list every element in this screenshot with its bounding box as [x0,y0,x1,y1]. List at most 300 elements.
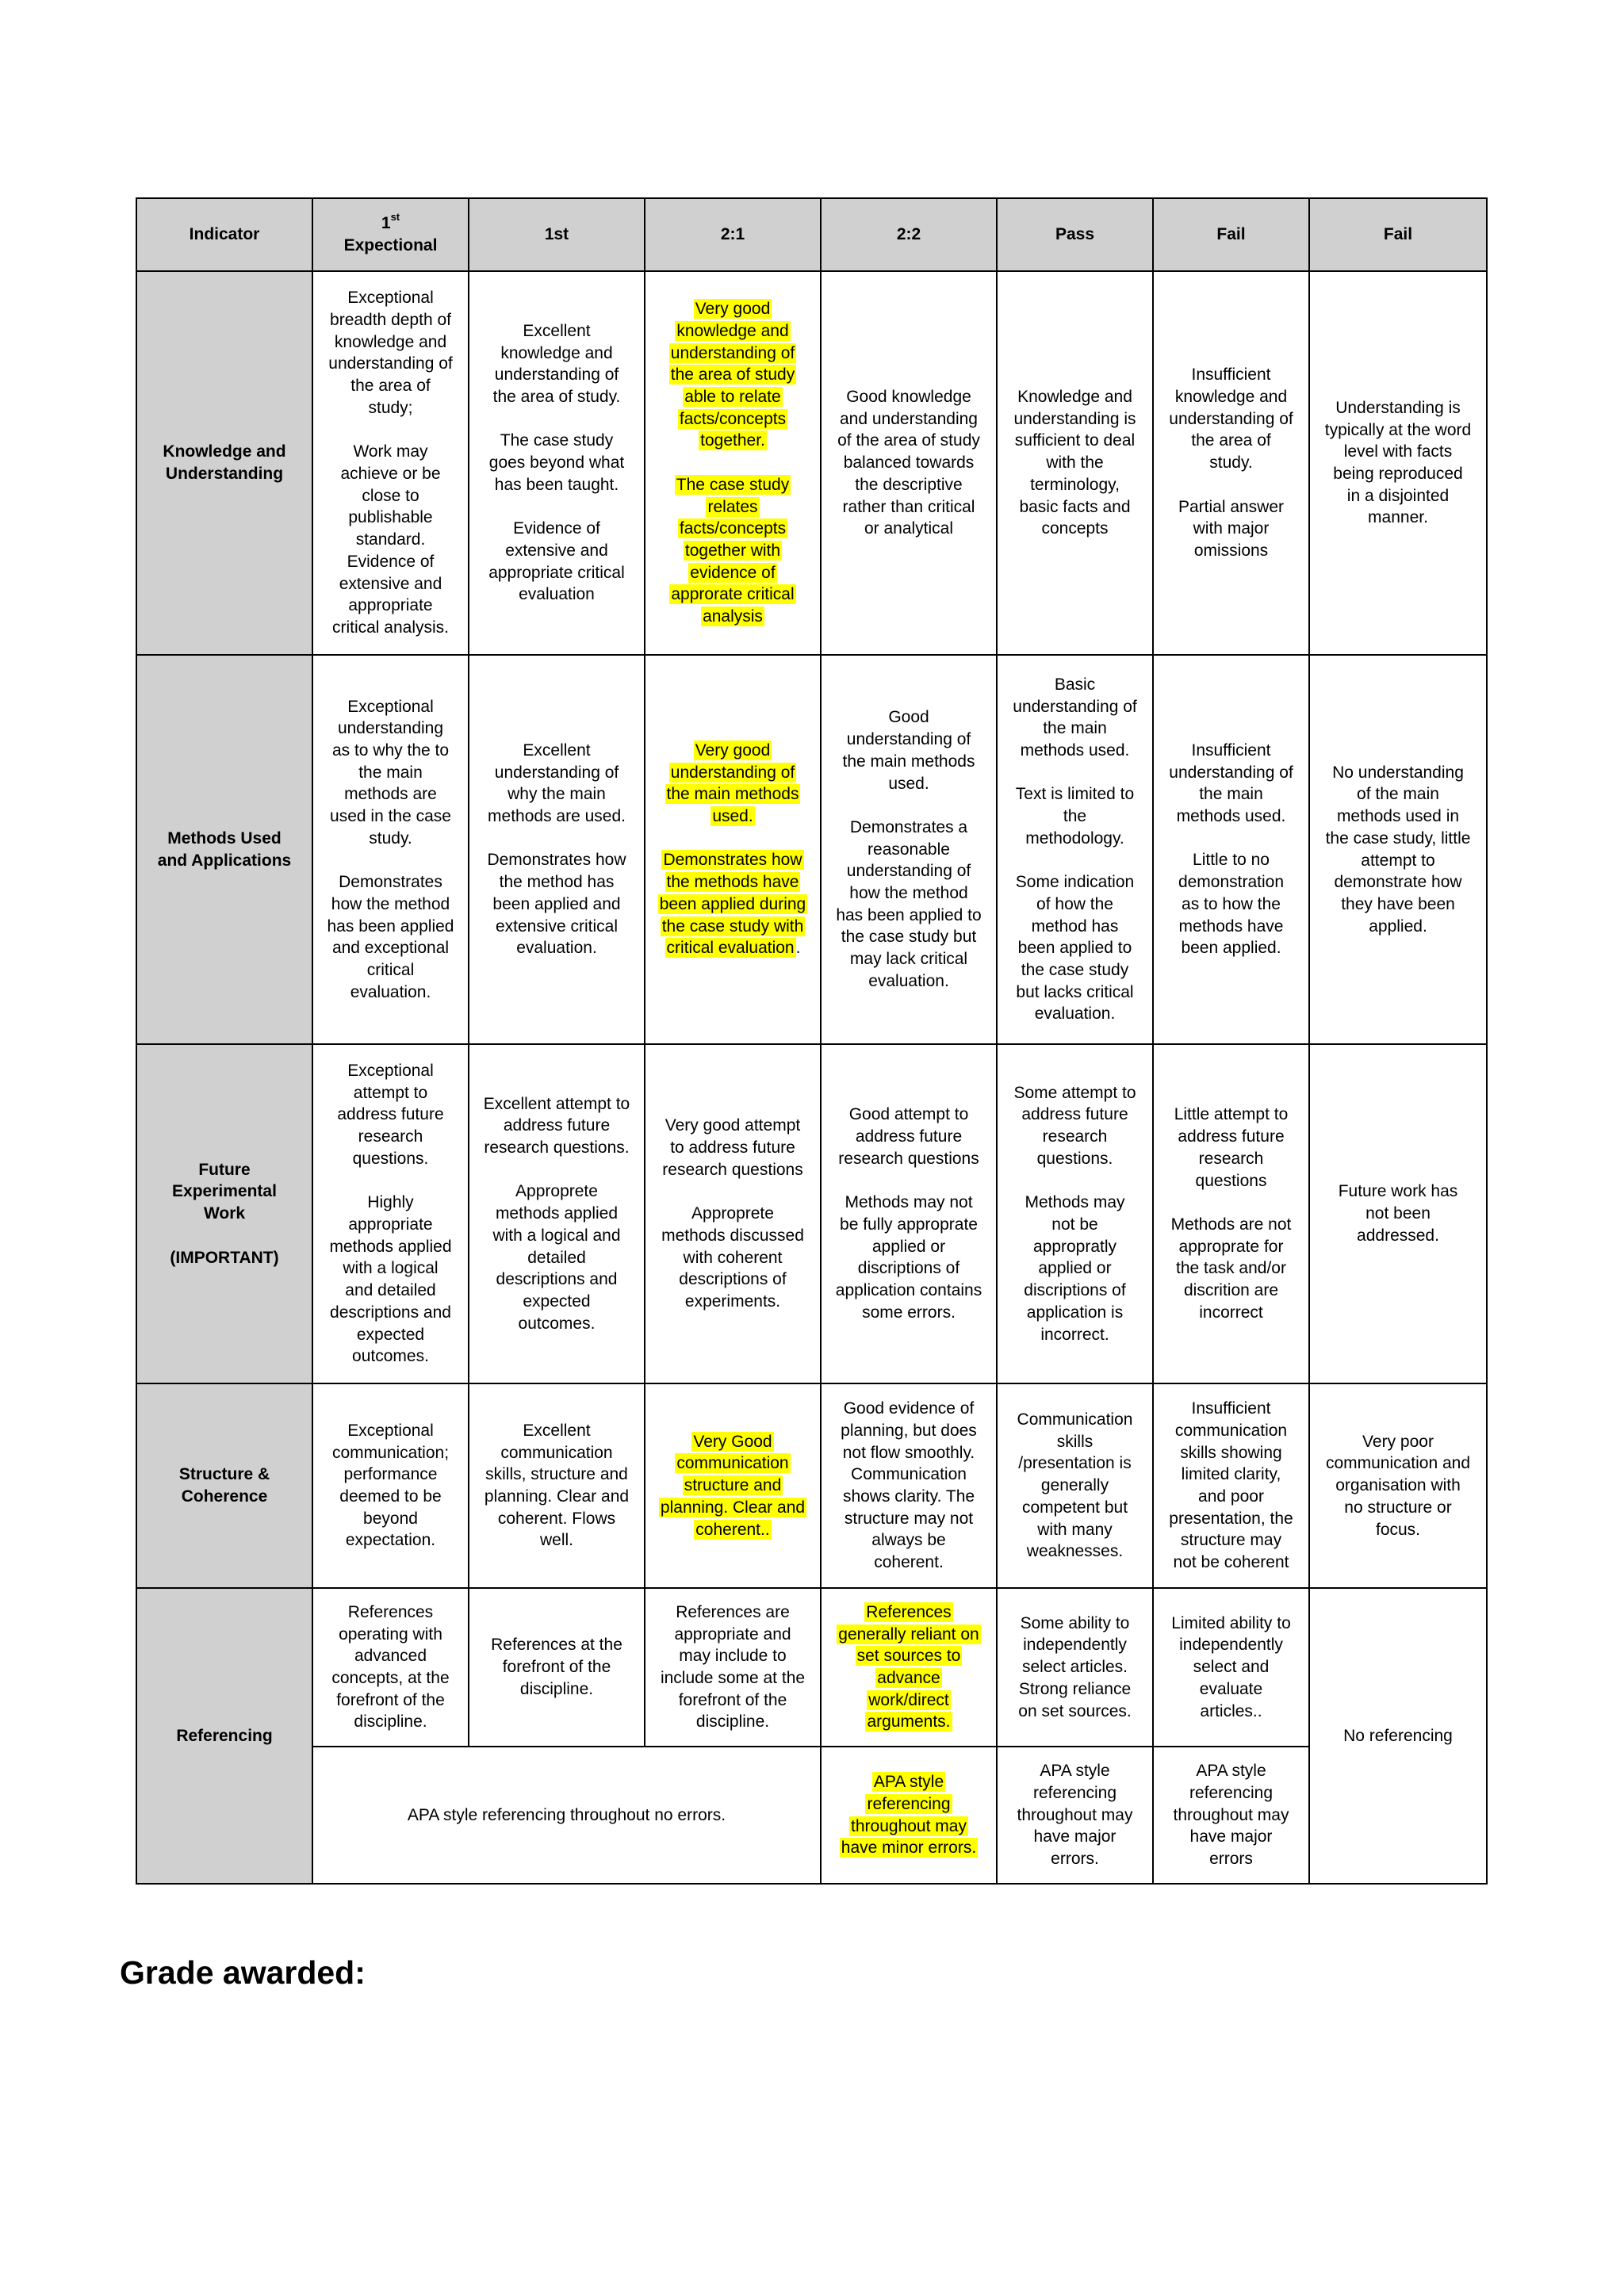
cell-text-line: the main methods [842,752,975,771]
cell-text-line: expected [523,1292,591,1311]
cell-text-line: forefront of the [502,1658,611,1677]
cell-text-line: the area of [1191,431,1271,450]
cell-text-line: extensive and [339,574,442,593]
cell-text-line: Future [198,1160,251,1179]
row-knowledge [136,271,1487,655]
row-apa-style [136,1747,1487,1884]
cell-text-line: methods applied [495,1204,619,1223]
cell-text-line: how the method [849,884,968,903]
cell-future-lower-second [821,1044,997,1383]
cell-text-line: Evidence of [513,519,600,538]
cell-text-line: used. [888,774,929,793]
cell-text-line: of the main [1357,785,1439,804]
cell-text-line: has been taught. [494,475,619,494]
cell-text-line: evaluate [1199,1679,1263,1698]
cell-structure-fail [1153,1383,1309,1588]
cell-text-line: goes beyond what [488,453,625,473]
cell-text-line: critical [366,961,415,979]
cell-text-line: able to relate [684,388,781,407]
cell-text-line: Knowledge and [1017,388,1132,407]
cell-text-line: facts/concepts [679,409,787,428]
cell-text-line: independently [1023,1636,1127,1655]
cell-text-line: understanding of [1169,409,1293,428]
cell-text-line: Methods may not [845,1193,973,1212]
cell-text-line: the main [358,763,423,782]
cell-future-first [469,1044,645,1383]
cell-text-line: research questions [662,1160,803,1179]
cell-text-line: Insufficient [1191,740,1271,760]
cell-text-line: manner. [1368,508,1428,527]
cell-text-line: coherent.. [695,1520,770,1539]
header-pass: Pass [997,198,1153,271]
cell-text-line: appropratly [1032,1237,1117,1256]
cell-text-line: detailed [527,1248,586,1267]
cell-text-line: planning. Clear and [660,1498,806,1517]
cell-text-line: demonstration [1178,873,1285,892]
cell-text-line: include some at the [660,1669,806,1687]
cell-text-line: focus. [1375,1520,1421,1539]
cell-text-line: on set sources. [1018,1701,1132,1720]
cell-text-line: Methods Used [167,828,282,848]
cell-text-line: level with facts [1343,442,1453,461]
cell-text-line: application is [1026,1303,1124,1322]
cell-text-line: demonstrate how [1334,873,1462,892]
cell-text-line: Strong reliance [1018,1679,1132,1698]
cell-text-line: research [1042,1127,1108,1146]
cell-text-line: understanding of [1169,763,1293,782]
cell-text-line: forefront of the [678,1690,787,1709]
marking-rubric-table [136,197,1488,1885]
cell-text-line: evaluation. [868,971,949,990]
cell-text-line: Exceptional [347,289,434,308]
cell-text-line: together with [684,541,781,560]
cell-text-line: the main methods [666,785,799,804]
cell-text-line: used. [712,807,753,826]
cell-methods-fail [1153,655,1309,1044]
cell-text-line: operating with [339,1624,442,1644]
cell-referencing-pass [997,1588,1153,1747]
cell-text-line: the main [1199,785,1263,804]
cell-text-line: communication [500,1443,613,1462]
line-gap [1165,1192,1297,1214]
line-gap [324,419,457,442]
line-gap [1165,828,1297,850]
cell-text-line: Evidence of [347,552,435,571]
cell-text-line: to address future [670,1138,795,1158]
cell-text-line: structure and [684,1476,782,1495]
cell-text-line: coherent. Flows [497,1509,616,1528]
cell-text-line: Highly [367,1193,414,1212]
cell-text-line: Demonstrates how [487,851,626,870]
cell-text-line: select and [1193,1658,1270,1677]
cell-text-line: The case study [500,431,614,450]
cell-text-line: expected [356,1325,425,1344]
header-exceptional-label: Expectional [343,236,438,254]
cell-text-line: Work [203,1204,246,1223]
cell-text-line: evaluation. [516,939,597,958]
cell-text-line: and understanding [840,409,978,428]
cell-text-line: discipline. [354,1712,427,1732]
cell-text-line: /presentation is [1018,1454,1132,1473]
cell-text-line: Work may [353,442,428,461]
cell-text-line: Very Good [693,1432,772,1451]
cell-text-line: No understanding [1332,763,1464,782]
line-gap [657,452,809,474]
cell-text-line: expectation. [345,1531,436,1550]
cell-text-line: outcomes. [352,1347,429,1366]
cell-text-line: discipline. [695,1712,770,1732]
cell-future-upper-second [645,1044,821,1383]
cell-text-line: arguments. [867,1712,951,1732]
grade-awarded-label: Grade awarded: [120,1954,366,1991]
cell-text-line: the case study with [661,916,804,936]
cell-text-line: referencing [1189,1783,1274,1802]
cell-text-line: Partial answer [1178,497,1285,516]
cell-text-line: (IMPORTANT) [170,1248,279,1267]
cell-text-line: has been applied [327,916,454,936]
cell-text-line: Excellent attempt to [483,1094,630,1113]
cell-text-line: structure may not [844,1509,974,1528]
cell-text-line: evaluation. [350,982,431,1001]
line-gap [657,1181,809,1203]
cell-text-line: understanding of [494,365,619,385]
cell-text-line: extensive and [505,541,608,560]
cell-text-line: discriptions of [857,1259,960,1278]
line-gap [481,496,633,519]
cell-text-line: Understanding [165,465,284,483]
cell-text-line: descriptions and [330,1303,451,1322]
cell-text-line: with a logical [343,1259,439,1278]
cell-text-line: facts/concepts [679,519,787,538]
cell-text-line: approrate critical [671,585,795,604]
cell-text-line: the case study [1021,961,1129,979]
header-fail-2: Fail [1309,198,1487,271]
cell-text-line: understanding of [670,343,795,362]
cell-text-line: the area of [350,377,431,396]
cell-text-line: throughout may [1173,1805,1289,1824]
cell-text-line: Good [888,708,929,727]
cell-text-line: the area of study. [492,388,621,407]
cell-apa-lower-second [821,1747,997,1884]
line-gap [324,1170,457,1192]
cell-referencing-first [469,1588,645,1747]
cell-text-line: analysis [703,607,763,626]
cell-text-line: Exceptional [347,1062,434,1081]
header-first: 1st [469,198,645,271]
cell-text-line: skills [1056,1432,1094,1451]
cell-text-line: understanding of [1013,697,1137,716]
cell-text-line: as to why the to [331,740,450,760]
cell-text-line: beyond [363,1509,418,1528]
line-gap [833,794,985,817]
cell-text-line: approprate for [1178,1237,1284,1256]
cell-text-line: extensive critical [495,916,619,936]
cell-text-line: Insufficient [1191,365,1271,385]
cell-text-line: Good knowledge [846,388,971,407]
cell-text-line: research questions. [484,1138,630,1158]
cell-text-line: appropriate [348,596,433,615]
cell-text-line: being reproduced [1333,465,1463,483]
line-gap [1009,762,1141,784]
cell-text-line: address future [855,1127,963,1146]
cell-text-line: References are [676,1602,790,1621]
line-gap [1009,850,1141,872]
cell-text-line: attempt to [1361,851,1435,870]
cell-text-line: and Applications [157,851,292,870]
cell-text-line: discriptions of [1024,1281,1126,1300]
cell-text-line: the descriptive [855,475,963,494]
cell-text-line: with many [1037,1520,1113,1539]
cell-text-line: applied or [1038,1259,1112,1278]
cell-text-line: skills, structure and [485,1465,628,1484]
cell-text-line: Structure & [178,1465,270,1484]
cell-text-line: Understanding is [1335,398,1461,417]
cell-text-line: the [1063,807,1087,826]
row-referencing [136,1588,1487,1747]
cell-text-line: of how the [1036,894,1113,913]
line-gap [148,1225,301,1247]
cell-text-line: address future [1021,1105,1128,1124]
cell-text-line: understanding of [670,763,795,782]
cell-text-line: understanding of [846,862,971,881]
cell-text-line: throughout may [1017,1805,1133,1824]
cell-future-exceptional [312,1044,469,1383]
cell-text-line: outcomes. [518,1314,596,1333]
cell-text-line: research [1198,1149,1264,1168]
cell-text-line: together. [700,431,765,450]
cell-text-line: select articles. [1021,1658,1128,1677]
cell-text-line: rather than critical [842,497,975,516]
cell-text-line: and poor [1198,1487,1264,1506]
cell-text-line: standard. [355,530,426,549]
cell-methods-first [469,655,645,1044]
cell-text-line: evaluation. [1034,1004,1116,1024]
cell-text-line: with a logical and [492,1226,621,1245]
cell-text-line: terminology, [1030,475,1120,494]
cell-text-line: not been [1365,1204,1431,1223]
cell-text-line: questions. [1036,1149,1113,1168]
cell-text-line: generally reliant on [838,1624,979,1644]
cell-text-line: been applied. [1181,939,1281,958]
cell-structure-fail-2 [1309,1383,1487,1588]
cell-text-line: Limited ability to [1171,1613,1291,1632]
cell-text-line: but lacks critical [1016,982,1134,1001]
cell-text-line: performance [343,1465,438,1484]
cell-text-line: may lack critical [849,950,968,969]
cell-text-line: addressed. [1357,1226,1439,1245]
cell-text-line: Demonstrates [339,873,442,892]
cell-text-line: not flow smoothly. [842,1443,975,1462]
cell-text-line: Methods may [1025,1193,1125,1212]
cell-future-pass [997,1044,1153,1383]
cell-text-line: understanding of [328,354,453,373]
header-lower-second: 2:2 [821,198,997,271]
cell-text-line: appropriate and [674,1624,791,1644]
cell-text-line: used in the case [330,807,451,826]
line-gap [481,408,633,430]
cell-text-line: generally [1040,1476,1109,1495]
cell-knowledge-upper-second [645,271,821,655]
cell-text-line: Referencing [176,1726,273,1745]
cell-text-line: methods used in [1336,807,1460,826]
cell-text-line: how the method [331,894,450,913]
cell-text-line: articles.. [1200,1701,1262,1720]
cell-text-line: methodology. [1025,828,1124,848]
cell-methods-pass [997,655,1153,1044]
cell-referencing-fail-2 [1309,1588,1487,1884]
cell-text-line: balanced towards [843,453,975,473]
cell-text-line: Very good attempt [665,1116,801,1135]
cell-knowledge-exceptional [312,271,469,655]
cell-text-line: critical analysis. [331,618,450,637]
cell-text-line: and detailed [345,1281,436,1300]
cell-text-line: referencing [867,1794,951,1813]
cell-text-line: descriptions and [496,1270,618,1289]
cell-text-line: Coherence [181,1487,268,1506]
cell-text-line: The case study [676,475,790,494]
indicator-knowledge [136,271,312,655]
cell-text-line: questions [1195,1171,1267,1190]
cell-text-line: application contains [835,1281,982,1300]
cell-knowledge-fail-2 [1309,271,1487,655]
cell-knowledge-first [469,271,645,655]
cell-text-line: evaluation [519,585,595,604]
cell-structure-exceptional [312,1383,469,1588]
header-upper-second: 2:1 [645,198,821,271]
cell-text-line: Some indication [1015,873,1135,892]
cell-methods-exceptional [312,655,469,1044]
cell-text-line: understanding of [846,730,971,749]
cell-text-line: Good evidence of [843,1399,975,1418]
cell-text-line: address future [1178,1127,1285,1146]
cell-text-line: relates [707,497,758,516]
cell-text-line: address future [337,1105,444,1124]
cell-text-line: advance [877,1669,940,1687]
cell-text-line: have minor errors. [841,1839,977,1858]
cell-text-line: APA style [1040,1762,1110,1781]
cell-text-line: . [795,939,801,958]
cell-text-line: applied or [871,1237,946,1256]
cell-text-line: advanced [354,1647,427,1666]
cell-text-line: Approprete [691,1204,774,1223]
cell-text-line: breadth depth of [330,311,451,330]
cell-text-line: the case study but [841,928,977,947]
cell-text-line: errors [1209,1850,1253,1869]
cell-text-line: research questions [838,1149,979,1168]
cell-text-line: presentation, the [1169,1509,1293,1528]
cell-text-line: publishable [348,508,433,527]
cell-knowledge-fail [1153,271,1309,655]
cell-text-line: Some attempt to [1013,1083,1136,1102]
cell-text-line: Approprete [515,1182,598,1201]
cell-text-line: concepts [1041,519,1109,538]
cell-text-line: in a disjointed [1346,486,1450,505]
cell-text-line: always be [871,1531,946,1550]
cell-knowledge-lower-second [821,271,997,655]
cell-text-line: basic facts and [1019,497,1131,516]
cell-text-line: they have been [1341,894,1455,913]
indicator-structure [136,1383,312,1588]
line-gap [1165,474,1297,496]
cell-text-line: methods applied [329,1237,452,1256]
cell-text-line: the method has [499,873,615,892]
cell-text-line: No referencing [1343,1726,1453,1745]
cell-text-line: coherent. [874,1553,944,1572]
cell-text-line: Demonstrates how [663,851,802,870]
cell-apa-exceptional-to-upper-second [312,1747,821,1884]
cell-text-line: planning, but does [841,1421,977,1440]
cell-text-line: Communication [851,1465,967,1484]
cell-text-line: skills showing [1180,1443,1282,1462]
cell-text-line: structure may [1180,1531,1282,1550]
cell-text-line: Communication [1017,1410,1133,1429]
cell-text-line: with major [1193,519,1270,538]
cell-text-line: the methods have [666,873,799,892]
cell-text-line: methods discussed [661,1226,804,1245]
cell-text-line: why the main [508,785,606,804]
cell-structure-pass [997,1383,1153,1588]
cell-text-line: evidence of [690,563,776,582]
cell-text-line: forefront of the [336,1690,445,1709]
cell-text-line: knowledge and [334,332,447,351]
line-gap [324,850,457,872]
cell-text-line: independently [1179,1636,1283,1655]
cell-text-line: research [358,1127,423,1146]
cell-apa-fail [1153,1747,1309,1884]
cell-text-line: the task and/or [1176,1259,1286,1278]
row-future-work [136,1044,1487,1383]
cell-text-line: close to [362,486,419,505]
cell-text-line: sufficient to deal [1014,431,1136,450]
cell-referencing-fail [1153,1588,1309,1747]
cell-text-line: applied. [1369,916,1427,936]
cell-text-line: with the [1046,453,1104,473]
cell-text-line: no structure or [1344,1498,1452,1517]
cell-text-line: the area of study [670,365,795,385]
cell-text-line: References at the [491,1636,622,1655]
cell-text-line: of the area of study [837,431,980,450]
cell-text-line: been applied during [659,894,806,913]
cell-text-line: appropriate [348,1215,433,1234]
cell-text-line: methods used. [1176,807,1286,826]
cell-text-line: concepts, at the [331,1669,450,1687]
cell-text-line: knowledge and [676,321,789,340]
cell-text-line: study. [369,828,412,848]
cell-text-line: communication [676,1454,789,1473]
indicator-future-work [136,1044,312,1383]
cell-text-line: address future [503,1116,611,1135]
cell-text-line: be fully approprate [840,1215,978,1234]
cell-text-line: Knowledge and [163,442,286,461]
cell-text-line: work/direct [868,1690,949,1709]
cell-text-line: organisation with [1335,1476,1461,1495]
cell-text-line: APA style referencing throughout no errors. [407,1805,726,1824]
cell-text-line: Experimental [172,1182,277,1201]
cell-text-line: study; [368,398,413,417]
cell-text-line: weaknesses. [1026,1542,1124,1561]
cell-text-line: attempt to [353,1083,428,1102]
cell-text-line: critical evaluation [666,939,795,958]
cell-text-line: communication and [1325,1454,1471,1473]
cell-text-line: methods used. [1020,741,1130,760]
cell-text-line: Little to no [1193,851,1270,870]
cell-knowledge-pass [997,271,1153,655]
cell-text-line: set sources to [856,1647,961,1666]
cell-text-line: knowledge and [1174,388,1288,407]
cell-text-line: typically at the word [1324,420,1472,439]
cell-text-line: been applied and [492,894,621,913]
cell-text-line: Very poor [1362,1432,1434,1451]
